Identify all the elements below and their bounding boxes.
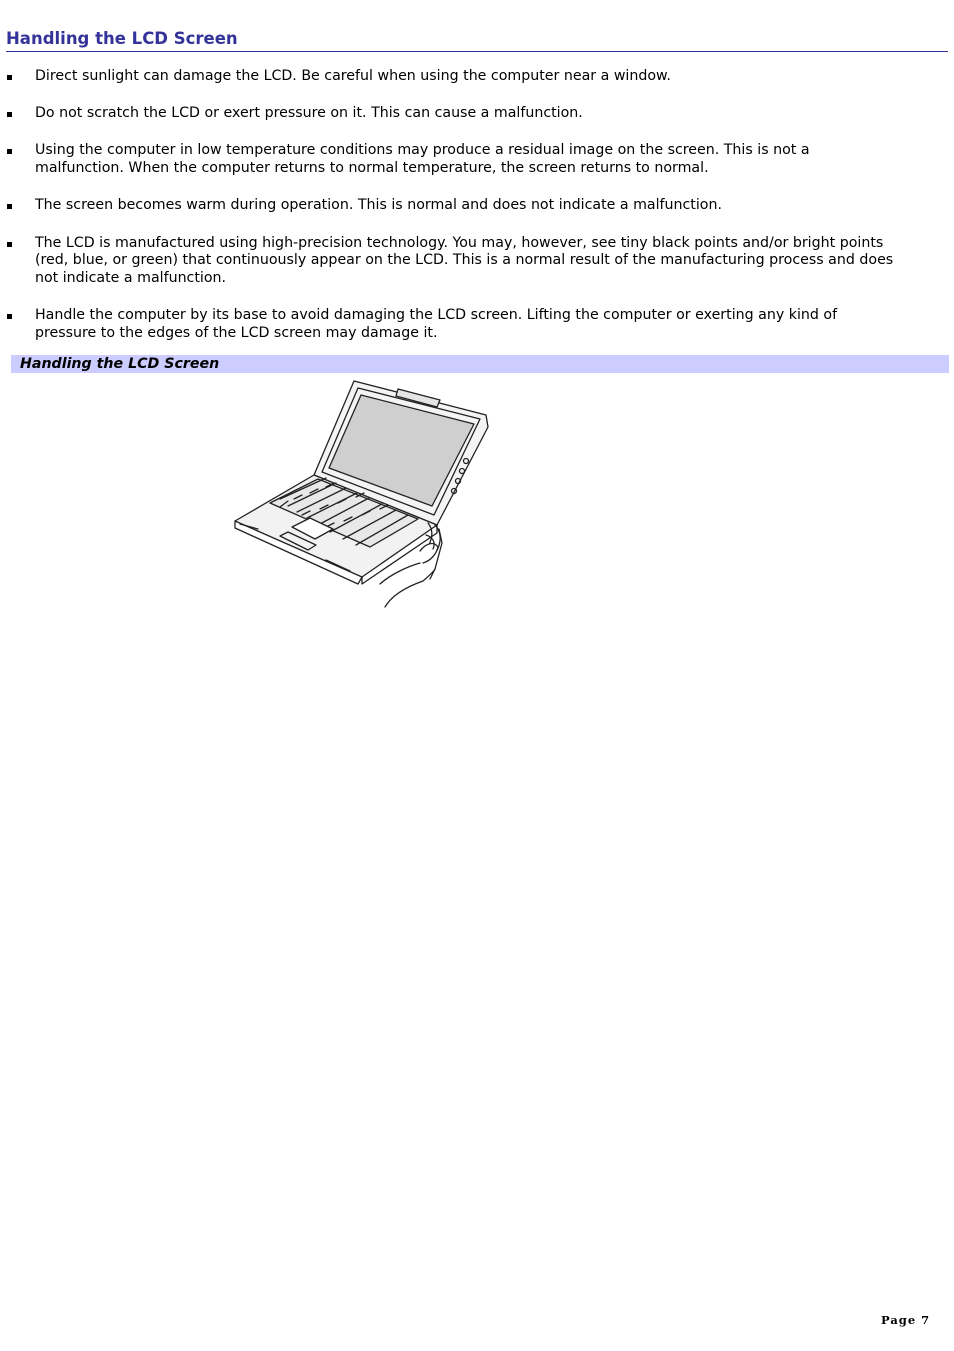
bullet-text: Handle the computer by its base to avoid damaging the LCD screen. Lifting the computer or exerting any kind of pressure to the edges of the LCD screen may damage it.	[35, 307, 838, 342]
square-bullet-icon	[7, 75, 12, 80]
square-bullet-icon	[7, 204, 12, 209]
figure-caption	[11, 355, 949, 373]
square-bullet-icon	[7, 149, 12, 154]
bullet-text: Using the computer in low temperature conditions may produce a residual image on the screen. This is not a malfunction. When the computer returns to normal temperature, the screen returns to normal.	[35, 142, 810, 177]
figure-caption-text: Handling the LCD Screen	[20, 356, 220, 372]
page-title: Handling the LCD Screen	[6, 28, 948, 52]
list-item	[0, 142, 895, 178]
bullet-list	[0, 68, 954, 362]
square-bullet-icon	[7, 314, 12, 319]
list-item	[0, 68, 895, 86]
bullet-text: Do not scratch the LCD or exert pressure on it. This can cause a malfunction.	[35, 105, 583, 122]
bullet-text: The screen becomes warm during operation. This is normal and does not indicate a malfunction.	[35, 197, 722, 214]
list-item	[0, 307, 895, 343]
list-item	[0, 235, 895, 288]
square-bullet-icon	[7, 112, 12, 117]
page-number: Page 7	[881, 1313, 931, 1327]
list-item	[0, 197, 895, 215]
bullet-text: The LCD is manufactured using high-precision technology. You may, however, see tiny black points and/or bright points (red, blue, or green) that continuously appear on the LCD. This is a normal result of the manufacturing process and does not indicate a malfunction.	[35, 234, 894, 287]
list-item	[0, 105, 895, 123]
laptop-illustration	[230, 375, 495, 610]
bullet-text: Direct sunlight can damage the LCD. Be careful when using the computer near a window.	[35, 68, 671, 84]
square-bullet-icon	[7, 242, 12, 247]
